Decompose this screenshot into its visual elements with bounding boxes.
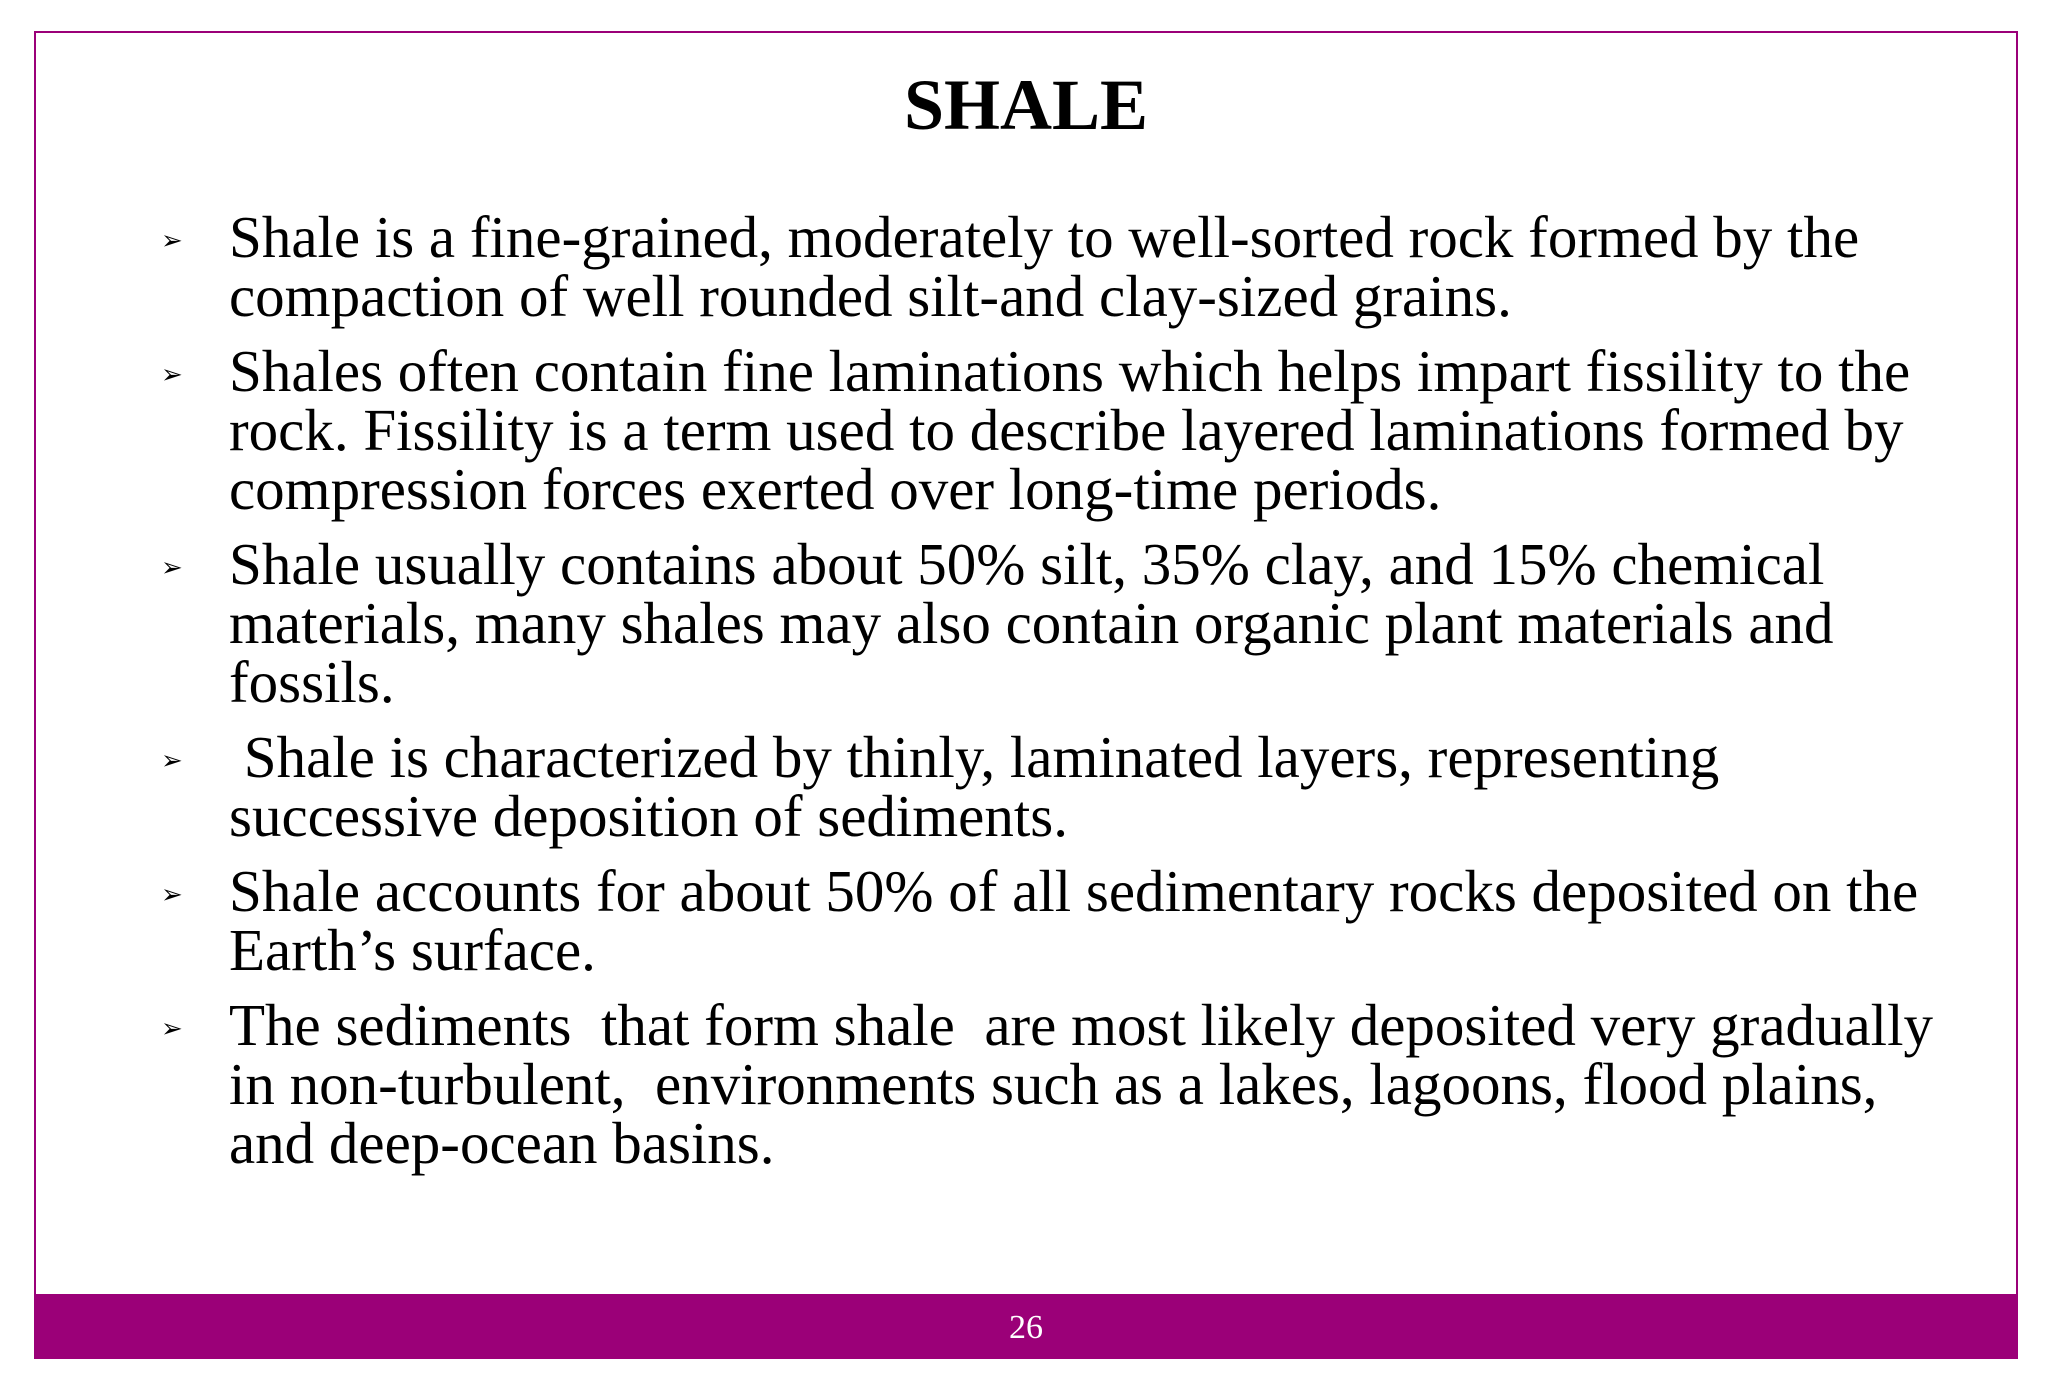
bullet-text: The sediments that form shale are most likely deposited very gradually in non-turbulent, environments such as a lakes, lagoons, flood plains, and deep-ocean basins. [229, 992, 1948, 1176]
bullet-list [161, 204, 1948, 1189]
arrow-bullet-icon: ➢ [161, 1014, 183, 1044]
page-number: 26 [1009, 1309, 1043, 1346]
list-item [161, 724, 1941, 849]
list-item [161, 858, 1941, 983]
arrow-bullet-icon: ➢ [161, 553, 183, 583]
bullet-text: Shale accounts for about 50% of all sedimentary rocks deposited on the Earth’s surface. [229, 858, 1933, 983]
bullet-text: Shale is characterized by thinly, laminated layers, representing successive deposition of sediments. [229, 724, 1735, 849]
arrow-bullet-icon: ➢ [161, 360, 183, 390]
footer-bar [34, 1294, 2018, 1358]
arrow-bullet-icon: ➢ [161, 746, 183, 776]
slide-frame [34, 31, 2018, 1359]
list-item [161, 531, 1941, 715]
arrow-bullet-icon: ➢ [161, 226, 183, 256]
list-item [161, 338, 1941, 522]
list-item [161, 992, 1948, 1176]
slide-title: SHALE [903, 65, 1149, 145]
arrow-bullet-icon: ➢ [161, 880, 183, 910]
bullet-text: Shales often contain fine laminations which helps impart fissility to the rock. Fissility is a term used to describe layered laminations formed by compression forces exerted over long-time periods. [229, 338, 1925, 522]
list-item [161, 204, 1941, 329]
bullet-text: Shale usually contains about 50% silt, 35% clay, and 15% chemical materials, many shales may also contain organic plant materials and fossils. [229, 531, 1849, 715]
bullet-text: Shale is a fine-grained, moderately to well-sorted rock formed by the compaction of well rounded silt-and clay-sized grains. [229, 204, 1874, 329]
